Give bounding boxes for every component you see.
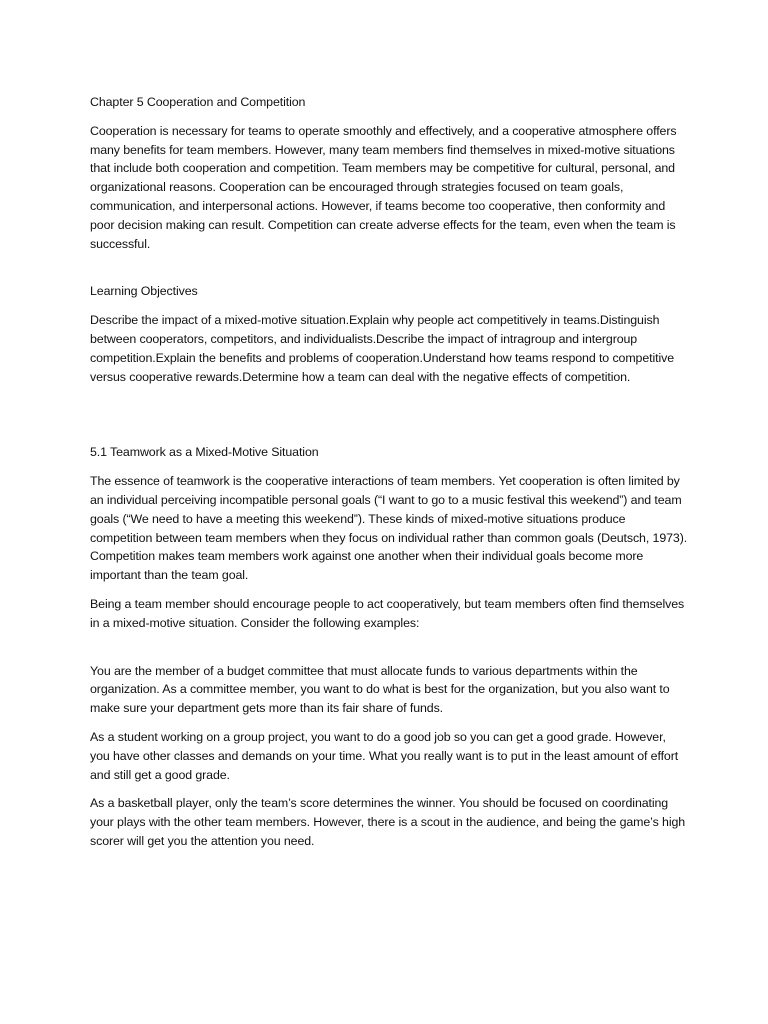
document-content bbox=[90, 93, 688, 861]
example-paragraph-budget: You are the member of a budget committee that must allocate funds to various departments within the organization. As a committee member, you want to do what is best for the organization, but you also want to make sure your department gets more than its fair share of funds. bbox=[90, 663, 670, 716]
example-paragraph-student: As a student working on a group project, you want to do a good job so you can get a good grade. However, you have other classes and demands on your time. What you really want is to put in the least amount of effort and still get a good grade. bbox=[90, 729, 679, 782]
spacer bbox=[90, 396, 688, 443]
section-paragraph-2: Being a team member should encourage people to act cooperatively, but team members often find themselves in a mixed-motive situation. Consider the following examples: bbox=[90, 596, 685, 630]
section-paragraph-1: The essence of teamwork is the cooperative interactions of team members. Yet cooperation is often limited by an individual perceiving incompatible personal goals (“I want to go to a music festival this weekend”) and team goals (“We need to have a meeting this weekend”). These kinds of mixed-motive situations produce competition between team members when they focus on individual rather than common goals (Deutsch, 1973). Competition makes team members work against one another when their individual goals become more important than the team goal. bbox=[90, 474, 688, 583]
example-paragraph-basketball: As a basketball player, only the team’s score determines the winner. You should be focused on coordinating your plays with the other team members. However, there is a scout in the audience, and being the game’s high scorer will get you the attention you need. bbox=[90, 796, 686, 848]
learning-objectives-heading: Learning Objectives bbox=[90, 284, 198, 299]
chapter-title: Chapter 5 Cooperation and Competition bbox=[90, 95, 306, 109]
spacer bbox=[90, 263, 688, 282]
learning-objectives-text: Describe the impact of a mixed-motive situation.Explain why people act competitively in teams.Distinguish between cooperators, competitors, and individualists.Describe the impact of intragroup and intergroup competition.Explain the benefits and problems of cooperation.Understand how teams respond to competitive versus cooperative rewards.Determine how a team can deal with the negative effects of competition. bbox=[90, 313, 675, 384]
spacer bbox=[90, 643, 688, 662]
section-heading: 5.1 Teamwork as a Mixed-Motive Situation bbox=[90, 445, 319, 460]
intro-paragraph: Cooperation is necessary for teams to operate smoothly and effectively, and a cooperative atmosphere offers many benefits for team members. However, many team members find themselves in mixed-motive situations that include both cooperation and competition. Team members may be competitive for cultural, personal, and organizational reasons. Cooperation can be encouraged through strategies focused on team goals, communication, and interpersonal actions. However, if teams become too cooperative, then conformity and poor decision making can result. Competition can create adverse effects for the team, even when the team is successful. bbox=[90, 123, 677, 251]
